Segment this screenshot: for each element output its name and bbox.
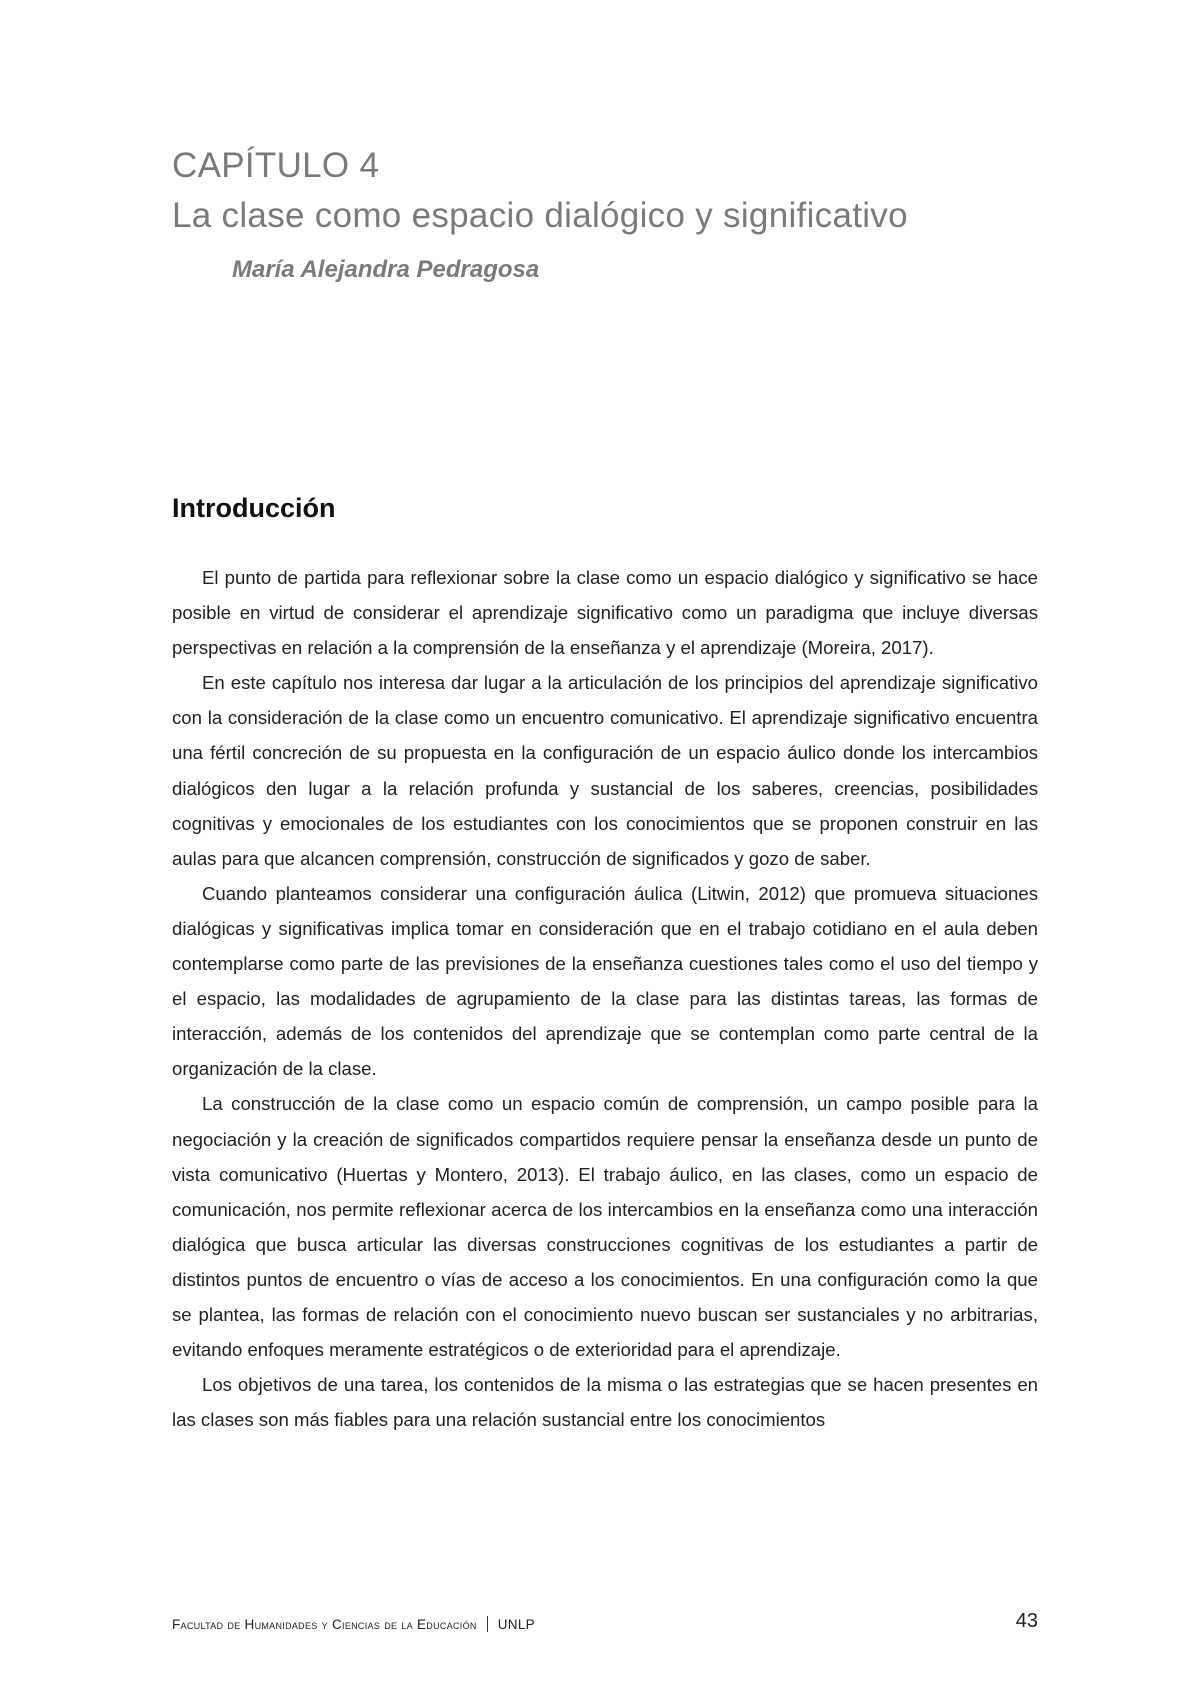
page-footer [172, 1610, 1038, 1638]
footer-university: UNLP [497, 1617, 535, 1632]
chapter-title: La clase como espacio dialógico y significativo [172, 196, 908, 235]
footer-divider [487, 1616, 488, 1632]
chapter-label: CAPÍTULO 4 [172, 146, 380, 185]
page-number: 43 [1015, 1610, 1038, 1632]
paragraph: Cuando planteamos considerar una configuración áulica (Litwin, 2012) que promueva situaciones dialógicas y significativas implica tomar en consideración que en el trabajo cotidiano en el aula deben contemplarse como parte de las previsiones de la enseñanza cuestiones tales como el uso del tiempo y el espacio, las modalidades de agrupamiento de la clase para las distintas tareas, las formas de interacción, además de los contenidos del aprendizaje que se contemplan como parte central de la organización de la clase. [172, 882, 1038, 1080]
paragraph: En este capítulo nos interesa dar lugar a la articulación de los principios del aprendizaje significativo con la consideración de la clase como un encuentro comunicativo. El aprendizaje significativo encuentra una fértil concreción de su propuesta en la configuración de un espacio áulico donde los intercambios dialógicos den lugar a la relación profunda y sustancial de los saberes, creencias, posibilidades cognitivas y emocionales de los estudiantes con los conocimientos que se proponen construir en las aulas para que alcancen comprensión, construcción de significados y gozo de saber. [172, 672, 1038, 869]
paragraph: El punto de partida para reflexionar sobre la clase como un espacio dialógico y significativo se hace posible en virtud de considerar el aprendizaje significativo como un paradigma que incluye diversas perspectivas en relación a la comprensión de la enseñanza y el aprendizaje (Moreira, 2017). [172, 567, 1038, 659]
paragraph: La construcción de la clase como un espacio común de comprensión, un campo posible para la negociación y la creación de significados compartidos requiere pensar la enseñanza desde un punto de vista comunicativo (Huertas y Montero, 2013). El trabajo áulico, en las clases, como un espacio de comunicación, nos permite reflexionar acerca de los intercambios en la enseñanza como una interacción dialógica que busca articular las diversas construcciones cognitivas de los estudiantes a partir de distintos puntos de encuentro o vías de acceso a los conocimientos. En una configuración como la que se plantea, las formas de relación con el conocimiento nuevo buscan ser sustanciales y no arbitrarias, evitando enfoques meramente estratégicos o de exterioridad para el aprendizaje. [172, 1093, 1038, 1361]
section-heading: Introducción [172, 493, 336, 523]
footer-credit [172, 1616, 535, 1632]
body-text [172, 560, 1038, 1437]
footer-institution: Facultad de Humanidades y Ciencias de la Educación [172, 1617, 477, 1632]
paragraph: Los objetivos de una tarea, los contenidos de la misma o las estrategias que se hacen presentes en las clases son más fiables para una relación sustancial entre los conocimientos [172, 1374, 1038, 1431]
chapter-author: María Alejandra Pedragosa [232, 256, 540, 283]
